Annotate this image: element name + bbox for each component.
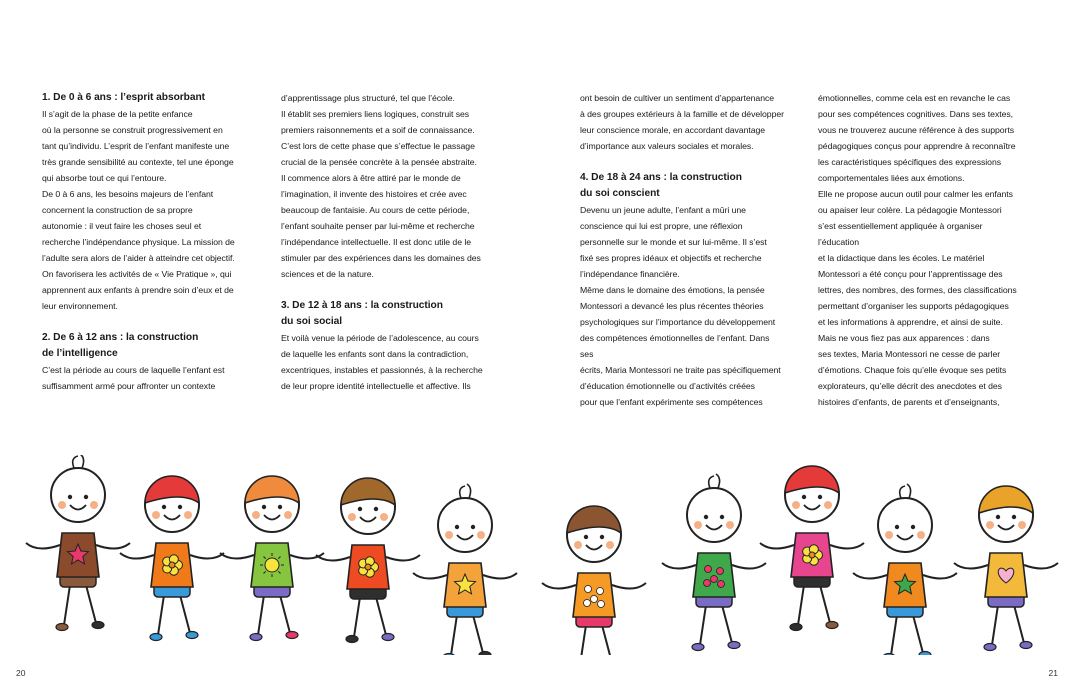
child-shoe: [692, 644, 704, 651]
body-text-line: qui absorbe tout ce qui l’entoure.: [42, 173, 167, 183]
child-shirt: [573, 573, 615, 617]
children-illustration: [0, 455, 1076, 655]
child-hair-curl: [900, 484, 911, 498]
section-heading: du soi conscient: [580, 188, 660, 199]
child-eye: [600, 535, 604, 539]
body-text-line: recherche l’indépendance physique. La mission de: [42, 237, 235, 247]
child-figure: [316, 478, 420, 643]
body-text-line: ont besoin de cultiver un sentiment d’appartenance: [580, 93, 775, 103]
body-text-line: de leur propre identité intellectuelle et affective. Ils: [281, 381, 471, 391]
child-leg: [64, 585, 70, 625]
child-leg: [820, 585, 830, 623]
child-shoe: [150, 634, 162, 641]
dot-motif: [705, 566, 712, 573]
body-text-line: d’émotions. Chaque fois qu’elle évoque ses petits: [818, 365, 1007, 375]
body-text-line: leur environnement.: [42, 301, 118, 311]
body-text-line: Devenu un jeune adulte, l’enfant a mûri une: [580, 205, 746, 215]
child-arm: [830, 543, 864, 549]
dot-motif: [704, 580, 711, 587]
child-arm: [220, 553, 254, 559]
body-text-line: lettres, des nombres, des formes, des classifications: [818, 285, 1017, 295]
child-leg: [354, 597, 360, 637]
child-eye: [278, 505, 282, 509]
paragraph-gap: [281, 282, 486, 298]
child-shoe: [826, 622, 838, 629]
child-head: [687, 488, 741, 542]
body-text-line: stimuler par des expériences dans les domaines des: [281, 253, 481, 263]
body-text-line: concernent la construction de sa propre: [42, 205, 193, 215]
body-text-line: d’importance aux valeurs sociales et morales.: [580, 141, 754, 151]
child-figure: [413, 484, 517, 655]
child-cheek: [606, 541, 614, 549]
child-shoe: [1020, 642, 1032, 649]
dot-motif: [591, 596, 598, 603]
body-text-line: histoires d’enfants, de parents et d’enseignants,: [818, 397, 1000, 407]
body-text-line: psychologiques sur l’importance du développement: [580, 317, 776, 327]
child-eye: [704, 515, 708, 519]
body-text-line: s’est essentiellement appliquée à organiser l’éducation: [818, 221, 983, 247]
body-text-line: C’est lors de cette phase que s’effectue le passage: [281, 141, 475, 151]
child-cheek: [792, 501, 800, 509]
child-eye: [358, 507, 362, 511]
dot-motif: [717, 568, 724, 575]
child-shoe: [382, 634, 394, 641]
child-leg: [700, 605, 706, 645]
child-arm: [612, 583, 646, 589]
body-text-line: pour ses compétences cognitives. Dans ses textes,: [818, 109, 1014, 119]
child-cheek: [90, 501, 98, 509]
section-heading: 2. De 6 à 12 ans : la construction: [42, 332, 199, 343]
body-text-line: émotionnelles, comme cela est en revanche le cas: [818, 93, 1011, 103]
child-leg: [258, 595, 264, 635]
child-cheek: [917, 531, 925, 539]
body-text-line: permettant d’organiser les supports pédagogiques: [818, 301, 1009, 311]
child-eye: [455, 525, 459, 529]
child-eye: [584, 535, 588, 539]
child-cheek: [477, 531, 485, 539]
child-shoe: [790, 624, 802, 631]
child-eye: [720, 515, 724, 519]
body-text-line: Et voilà venue la période de l’adolescence, au cours: [281, 333, 479, 343]
child-cheek: [986, 521, 994, 529]
child-figure: [760, 466, 864, 631]
child-cheek: [726, 521, 734, 529]
child-figure: [662, 474, 766, 651]
body-text-line: Même dans le domaine des émotions, la pensée: [580, 285, 765, 295]
child-arm: [954, 563, 988, 569]
body-text-line: sciences et de la nature.: [281, 269, 374, 279]
child-arm: [542, 583, 576, 589]
child-arm: [26, 543, 60, 549]
child-arm: [662, 563, 696, 569]
child-eye: [818, 495, 822, 499]
body-text-line: l’indépendance financière.: [580, 269, 680, 279]
child-leg: [913, 615, 923, 653]
child-leg: [891, 615, 897, 655]
child-shoe: [883, 654, 895, 656]
child-arm: [760, 543, 794, 549]
section-heading: de l’intelligence: [42, 348, 118, 359]
child-arm: [413, 573, 447, 579]
child-eye: [68, 495, 72, 499]
body-text-line: C’est la période au cours de laquelle l’enfant est: [42, 365, 225, 375]
page-number-right: 21: [1048, 668, 1058, 678]
body-text-line: De 0 à 6 ans, les besoins majeurs de l’enfant: [42, 189, 214, 199]
text-column-1: [42, 90, 247, 394]
body-text-line: Mais ne vous fiez pas aux apparences : dans: [818, 333, 990, 343]
body-text-line: l’indépendance intellectuelle. Il est donc utile de le: [281, 237, 472, 247]
child-hair-curl: [460, 484, 471, 498]
dot-motif: [584, 600, 591, 607]
body-text-line: écrits, Maria Montessori ne traite pas spécifiquement: [580, 365, 781, 375]
child-cheek: [58, 501, 66, 509]
child-shoe: [443, 654, 455, 656]
child-leg: [798, 585, 804, 625]
paragraph-gap: [580, 154, 785, 170]
body-text-line: fixé ses propres idéaux et objectifs et recherche: [580, 253, 762, 263]
dot-motif: [597, 588, 604, 595]
child-eye: [895, 525, 899, 529]
child-shoe: [56, 624, 68, 631]
child-figure: [542, 506, 646, 655]
child-cheek: [184, 511, 192, 519]
body-text-line: très grande sensibilité au contexte, tel une éponge: [42, 157, 234, 167]
body-text-line: leur conscience morale, en accordant davantage: [580, 125, 766, 135]
child-hair-curl: [709, 474, 720, 488]
child-head: [51, 468, 105, 522]
child-leg: [280, 595, 290, 633]
child-cheek: [348, 513, 356, 521]
body-text-line: l’adulte sera alors de l’aider à atteindre cet objectif.: [42, 253, 235, 263]
child-eye: [802, 495, 806, 499]
body-text-line: vous ne trouverez aucune référence à des supports: [818, 125, 1015, 135]
body-text-line: l’enfant souhaite penser par lui-même et recherche: [281, 221, 475, 231]
child-figure: [26, 455, 130, 631]
body-text-line: à des groupes extérieurs à la famille et de développer: [580, 109, 784, 119]
child-eye: [84, 495, 88, 499]
child-arm: [96, 543, 130, 549]
child-figure: [853, 484, 957, 655]
body-text-line: Il s’agit de la phase de la petite enfance: [42, 109, 193, 119]
body-text-line: crucial de la pensée concrète à la pensée abstraite.: [281, 157, 477, 167]
body-text-line: pour que l’enfant expérimente ses compétences: [580, 397, 763, 407]
text-column-3: [580, 90, 785, 410]
child-leg: [602, 625, 612, 655]
child-arm: [732, 563, 766, 569]
body-text-line: Elle ne propose aucun outil pour calmer les enfants: [818, 189, 1013, 199]
child-leg: [580, 625, 586, 655]
child-head: [438, 498, 492, 552]
child-leg: [1014, 605, 1024, 643]
body-text-line: pédagogiques conçus pour apprendre à reconnaître: [818, 141, 1016, 151]
body-text-line: Montessori a devancé les plus récentes théories: [580, 301, 764, 311]
child-cheek: [152, 511, 160, 519]
sun-motif: [265, 558, 279, 572]
child-shoe: [92, 622, 104, 629]
child-shoe: [346, 636, 358, 643]
child-eye: [996, 515, 1000, 519]
child-leg: [180, 595, 190, 633]
paragraph-gap: [42, 314, 247, 330]
body-text-line: apprennent aux enfants à prendre soin d’eux et de: [42, 285, 234, 295]
child-cheek: [380, 513, 388, 521]
body-text-line: l’imagination, il invente des histoires et crée avec: [281, 189, 467, 199]
text-column-2: [281, 90, 486, 394]
child-arm: [483, 573, 517, 579]
child-eye: [178, 505, 182, 509]
child-shoe: [250, 634, 262, 641]
child-shoe: [479, 652, 491, 656]
dot-motif: [585, 586, 592, 593]
body-text-line: personnelle sur le monde et sur lui-même. Il s’est: [580, 237, 767, 247]
page-number-left: 20: [16, 668, 26, 678]
child-shoe: [186, 632, 198, 639]
child-cheek: [885, 531, 893, 539]
child-cheek: [574, 541, 582, 549]
body-text-line: excentriques, instables et passionnés, à la recherche: [281, 365, 483, 375]
dot-motif: [711, 576, 718, 583]
dot-motif: [718, 581, 725, 588]
body-text-line: Il commence alors à être attiré par le monde de: [281, 173, 461, 183]
child-arm: [1024, 563, 1058, 569]
child-arm: [853, 573, 887, 579]
body-text-line: suffisamment armé pour affronter un contexte: [42, 381, 216, 391]
child-shoe: [984, 644, 996, 651]
body-text-line: ses textes, Maria Montessori ne cesse de parler: [818, 349, 1001, 359]
child-leg: [473, 615, 483, 653]
body-text-line: autonomie : il veut faire les choses seul et: [42, 221, 202, 231]
child-head: [878, 498, 932, 552]
child-shirt: [693, 553, 735, 597]
flower-center: [169, 562, 175, 568]
body-text-line: et la didactique dans les écoles. Le matériel: [818, 253, 985, 263]
body-text-line: explorateurs, qu’elle décrit des anecdotes et des: [818, 381, 1002, 391]
child-cheek: [252, 511, 260, 519]
child-leg: [158, 595, 164, 635]
child-figure: [120, 476, 224, 641]
dot-motif: [598, 601, 605, 608]
child-arm: [190, 553, 224, 559]
section-heading: 1. De 0 à 6 ans : l’esprit absorbant: [42, 92, 205, 103]
child-arm: [386, 555, 420, 561]
flower-center: [809, 552, 815, 558]
body-text-line: On favorisera les activités de « Vie Pratique », qui: [42, 269, 232, 279]
child-cheek: [1018, 521, 1026, 529]
body-text-line: des compétences émotionnelles de l’enfant. Dans ses: [580, 333, 770, 359]
body-text-line: ou apaiser leur colère. La pédagogie Montessori: [818, 205, 1002, 215]
section-heading: 4. De 18 à 24 ans : la construction: [580, 172, 742, 183]
body-text-line: beaucoup de fantaisie. Au cours de cette période,: [281, 205, 470, 215]
child-eye: [162, 505, 166, 509]
child-leg: [451, 615, 457, 655]
child-eye: [374, 507, 378, 511]
child-cheek: [694, 521, 702, 529]
body-text-line: où la personne se construit progressivement en: [42, 125, 223, 135]
child-arm: [923, 573, 957, 579]
child-eye: [1012, 515, 1016, 519]
body-text-line: comportementales liées aux émotions.: [818, 173, 965, 183]
body-text-line: d’apprentissage plus structuré, tel que l’école.: [281, 93, 455, 103]
body-text-line: les caractéristiques spécifiques des expressions: [818, 157, 1002, 167]
body-text-line: Montessori a été conçu pour l’apprentissage des: [818, 269, 1003, 279]
section-heading: du soi social: [281, 316, 343, 327]
child-shoe: [919, 652, 931, 656]
body-text-line: d’éducation émotionnelle ou d’activités créées: [580, 381, 755, 391]
child-cheek: [824, 501, 832, 509]
child-arm: [120, 553, 154, 559]
child-cheek: [445, 531, 453, 539]
body-text-line: et les informations à apprendre, et ainsi de suite.: [818, 317, 1003, 327]
child-hair-curl: [73, 455, 84, 468]
child-leg: [376, 597, 386, 635]
body-text-line: Il établit ses premiers liens logiques, construit ses: [281, 109, 470, 119]
child-shoe: [728, 642, 740, 649]
child-figure: [954, 486, 1058, 651]
flower-center: [365, 564, 371, 570]
section-heading: 3. De 12 à 18 ans : la construction: [281, 300, 443, 311]
child-leg: [86, 585, 96, 623]
child-leg: [992, 605, 998, 645]
body-text-line: tant qu’individu. L’esprit de l’enfant manifeste une: [42, 141, 230, 151]
child-figure: [220, 476, 324, 641]
body-text-line: de laquelle les enfants sont dans la contradiction,: [281, 349, 469, 359]
child-eye: [911, 525, 915, 529]
child-eye: [471, 525, 475, 529]
body-text-line: premiers raisonnements et a soif de connaissance.: [281, 125, 475, 135]
body-text-line: conscience qui lui est propre, une réflexion: [580, 221, 743, 231]
child-cheek: [284, 511, 292, 519]
child-eye: [262, 505, 266, 509]
child-leg: [722, 605, 732, 643]
text-column-4: [818, 90, 1023, 410]
child-shoe: [286, 632, 298, 639]
